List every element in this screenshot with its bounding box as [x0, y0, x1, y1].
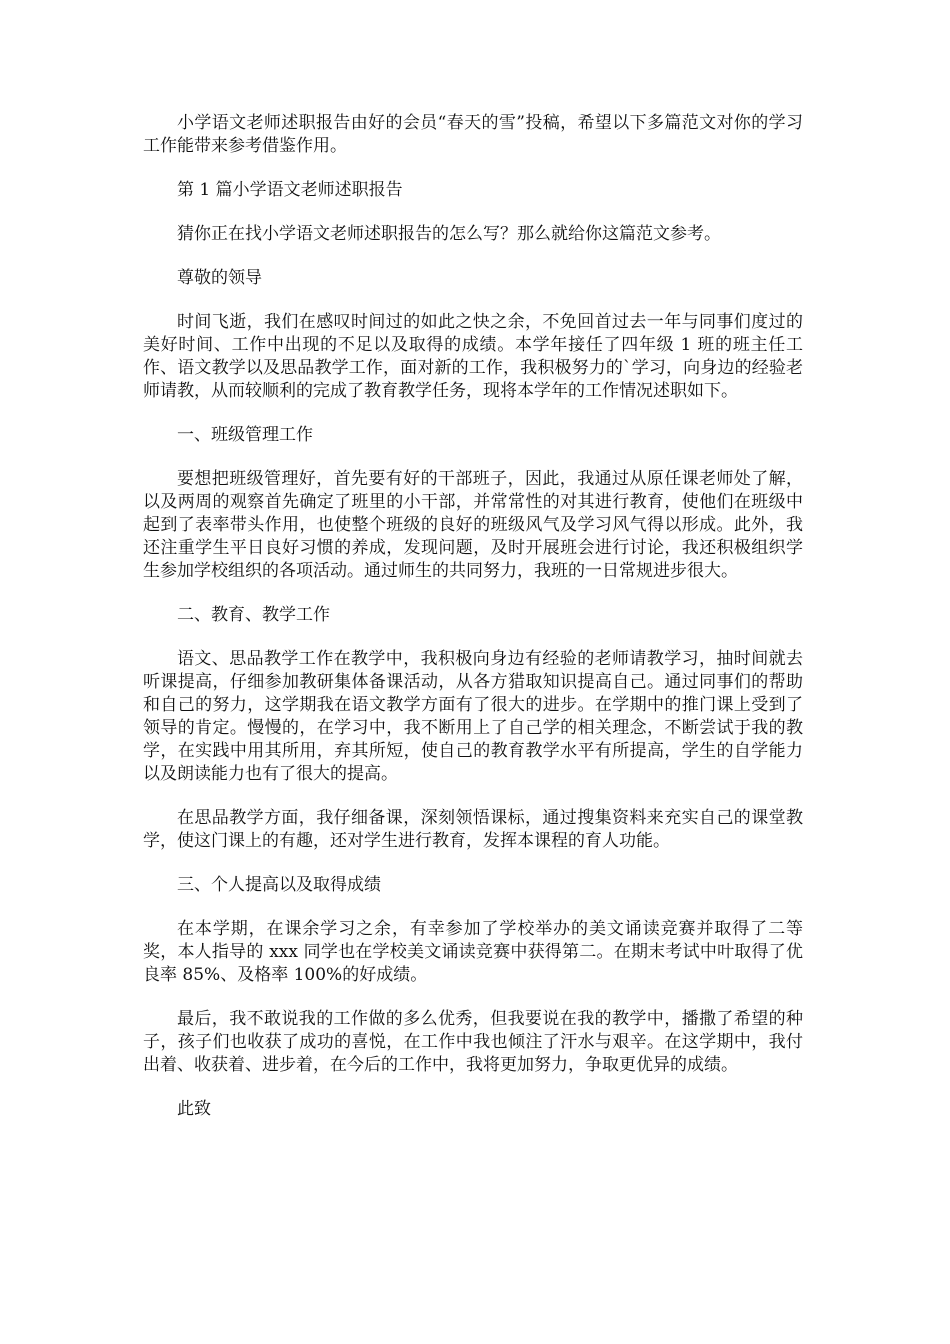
lead-paragraph: 猜你正在找小学语文老师述职报告的怎么写？那么就给你这篇范文参考。	[177, 224, 721, 244]
section-heading-achievements: 三、个人提高以及取得成绩	[177, 875, 381, 895]
article-title: 第 1 篇小学语文老师述职报告	[177, 180, 403, 200]
salutation: 尊敬的领导	[177, 268, 262, 288]
opening-paragraph: 时间飞逝，我们在感叹时间过的如此之快之余，不免回首过去一年与同事们度过的美好时间、工作中出现的不足以及取得的成绩。本学年接任了四年级 1 班的班主任工作、语文教学以及思品教学工作，面对新的工作，我积极努力的`学习，向身边的经验老师请教，从而较顺利的完成了教育教学任务，现将本学年的工作情况述职如下。	[143, 312, 803, 401]
section-heading-class-management: 一、班级管理工作	[177, 425, 313, 445]
sign-off: 此致	[177, 1099, 211, 1119]
document-body	[143, 112, 803, 1142]
closing-paragraph: 最后，我不敢说我的工作做的多么优秀，但我要说在我的教学中，播撒了希望的种子，孩子们也收获了成功的喜悦，在工作中我也倾注了汗水与艰辛。在这学期中，我付出着、收获着、进步着，在今后的工作中，我将更加努力，争取更优异的成绩。	[143, 1009, 803, 1075]
achievements-paragraph: 在本学期，在课余学习之余，有幸参加了学校举办的美文诵读竞赛并取得了二等奖，本人指导的 xxx 同学也在学校美文诵读竞赛中获得第二。在期末考试中叶取得了优良率 85%、及格率 100%的好成绩。	[143, 919, 803, 985]
teaching-paragraph: 语文、思品教学工作在教学中，我积极向身边有经验的老师请教学习，抽时间就去听课提高，仔细参加教研集体备课活动，从各方猎取知识提高自己。通过同事们的帮助和自己的努力，这学期我在语文教学方面有了很大的进步。在学期中的推门课上受到了领导的肯定。慢慢的，在学习中，我不断用上了自己学的相关理念，不断尝试于我的教学，在实践中用其所用，弃其所短，使自己的教育教学水平有所提高，学生的自学能力以及朗读能力也有了很大的提高。	[143, 649, 803, 784]
moral-education-paragraph: 在思品教学方面，我仔细备课，深刻领悟课标，通过搜集资料来充实自己的课堂教学，使这门课上的有趣，还对学生进行教育，发挥本课程的育人功能。	[143, 808, 803, 851]
section-heading-teaching: 二、教育、教学工作	[177, 605, 330, 625]
class-management-paragraph: 要想把班级管理好，首先要有好的干部班子，因此，我通过从原任课老师处了解，以及两周的观察首先确定了班里的小干部，并常常性的对其进行教育，使他们在班级中起到了表率带头作用，也使整个班级的良好的班级风气及学习风气得以形成。此外，我还注重学生平日良好习惯的养成，发现问题，及时开展班会进行讨论，我还积极组织学生参加学校组织的各项活动。通过师生的共同努力，我班的一日常规进步很大。	[143, 469, 803, 581]
intro-paragraph: 小学语文老师述职报告由好的会员“春天的雪”投稿，希望以下多篇范文对你的学习工作能带来参考借鉴作用。	[143, 113, 803, 156]
